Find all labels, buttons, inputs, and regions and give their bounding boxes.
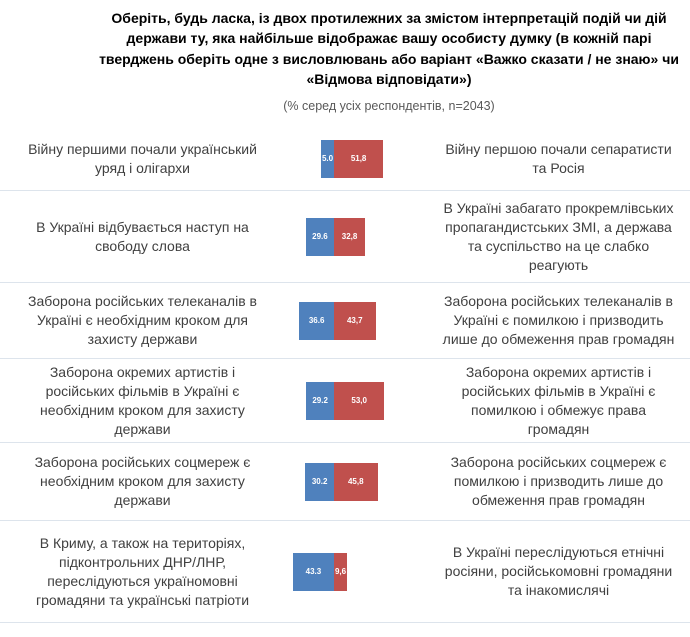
- chart-row: [0, 191, 690, 283]
- right-statement-cell: [397, 140, 690, 178]
- left-statement-bar: [293, 553, 334, 591]
- bar-pair: [285, 521, 397, 622]
- left-statement-label: Заборона російських соцмереж є необхідним кроком для захисту держави: [34, 454, 251, 509]
- right-statement-bar: [334, 553, 347, 591]
- left-statement-bar: [299, 302, 334, 340]
- right-bar-value: 32,8: [341, 232, 358, 242]
- left-statement-bar: [306, 218, 334, 256]
- chart-header: [0, 0, 690, 113]
- right-statement-cell: [397, 292, 690, 349]
- right-bar-value: 45,8: [347, 477, 364, 487]
- right-statement-bar: [334, 382, 384, 420]
- chart-row: [0, 359, 690, 443]
- left-bar-value: 30.2: [311, 477, 328, 487]
- left-statement-label: В Україні відбувається наступ на свободу слова: [36, 218, 249, 254]
- left-statement-label: Заборона російських телеканалів в Україні є необхідним кроком для захисту держави: [28, 293, 257, 348]
- right-statement-bar: [334, 463, 378, 501]
- left-bar-value: 36.6: [308, 316, 325, 326]
- bar-pair: [285, 359, 397, 442]
- bar-pair: [285, 283, 397, 358]
- left-statement-label: В Криму, а також на територіях, підконтрольних ДНР/ЛНР, переслідуються україномовні громадяни та українські патріоти: [35, 534, 250, 608]
- chart-row: [0, 127, 690, 191]
- left-statement-label: Війну першими почали український уряд і олігархи: [28, 140, 257, 176]
- left-statement-bar: [306, 382, 334, 420]
- left-statement-bar: [305, 463, 334, 501]
- right-bar-value: 43,7: [346, 316, 363, 326]
- chart-rows: [0, 127, 690, 623]
- chart-row: [0, 521, 690, 623]
- chart-subtitle: (% серед усіх респондентів, n=2043): [283, 99, 495, 114]
- chart-title: Оберіть, будь ласка, із двох протилежних за змістом інтерпретацій подій чи дій держави ту, яка найбільше відображає вашу особисту думку (в кожній парі тверджень оберіть одне з висловлювань або варіант «Важко сказати / не знаю» чи «Відмова відповідати»): [99, 10, 679, 87]
- left-bar-value: 29.6: [312, 232, 328, 242]
- right-statement-label: Війну першою почали сепаратисти та Росія: [445, 140, 672, 176]
- right-statement-label: Заборона окремих артистів і російських фільмів в Україні є помилкою і обмежує права громадян: [461, 363, 656, 437]
- right-statement-label: Заборона російських соцмереж є помилкою і призводить лише до обмеження прав громадян: [450, 454, 667, 509]
- right-statement-label: В Україні забагато прокремлівських пропагандистських ЗМІ, а держава та суспільство на це слабко реагують: [443, 199, 674, 273]
- right-statement-label: В Україні переслідуються етнічні росіяни, російськомовні громадяни та інакомислячі: [444, 544, 673, 599]
- left-bar-value: 29.2: [312, 396, 328, 406]
- right-statement-cell: [397, 453, 690, 510]
- right-statement-cell: [397, 543, 690, 600]
- left-bar-value: 43.3: [305, 567, 322, 577]
- left-statement-cell: [0, 534, 285, 610]
- left-statement-bar: [321, 140, 334, 178]
- right-bar-value: 53,0: [351, 396, 367, 406]
- left-statement-cell: [0, 363, 285, 439]
- bar-pair: [285, 191, 397, 282]
- right-statement-bar: [334, 140, 383, 178]
- right-statement-bar: [334, 302, 376, 340]
- right-statement-label: Заборона російських телеканалів в Україні є помилкою і призводить лише до обмеження прав громадян: [442, 293, 675, 348]
- bar-pair: [285, 127, 397, 190]
- left-statement-cell: [0, 140, 285, 178]
- left-statement-cell: [0, 218, 285, 256]
- left-statement-label: Заборона окремих артистів і російських фільмів в Україні є необхідним кроком для захисту держави: [40, 363, 245, 437]
- right-bar-value: 51,8: [350, 154, 367, 164]
- chart-row: [0, 443, 690, 521]
- right-statement-bar: [334, 218, 365, 256]
- bar-pair: [285, 443, 397, 520]
- left-bar-value: 5.0: [321, 154, 334, 164]
- right-statement-cell: [397, 363, 690, 439]
- chart-row: [0, 283, 690, 359]
- right-bar-value: 9,6: [334, 567, 347, 577]
- left-statement-cell: [0, 292, 285, 349]
- left-statement-cell: [0, 453, 285, 510]
- right-statement-cell: [397, 199, 690, 275]
